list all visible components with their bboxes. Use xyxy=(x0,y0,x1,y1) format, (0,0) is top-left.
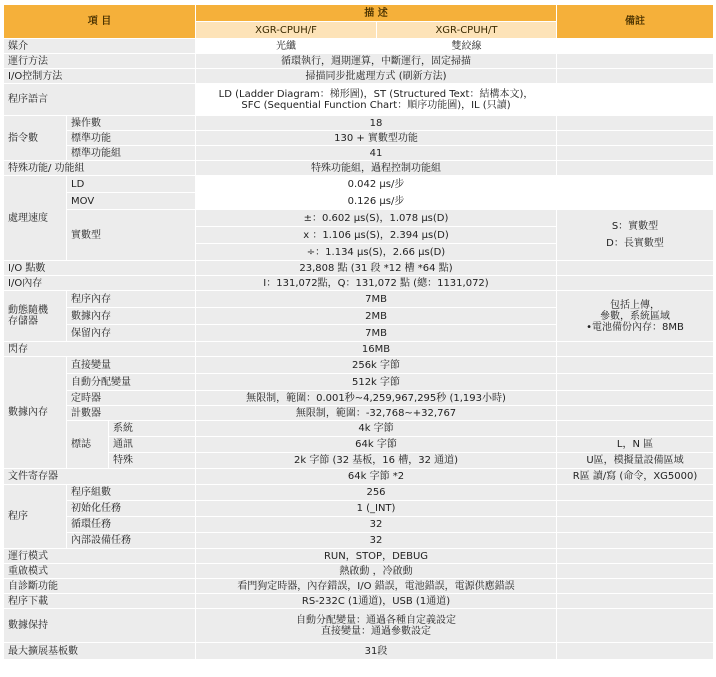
header-item: 項 目 xyxy=(4,5,196,39)
row-label-flash: 閃存 xyxy=(4,342,196,357)
remark-empty xyxy=(557,421,714,437)
prog-lang-line1: LD (Ladder Diagram：梯形圖)，ST (Structured Text：結構本文)， xyxy=(218,88,534,100)
speed-remark xyxy=(557,210,714,261)
datamem-direct-label: 直接變量 xyxy=(67,357,196,374)
program-init-label: 初始化任務 xyxy=(67,501,196,517)
dram-remark-line1: 包括上傳， xyxy=(610,299,661,311)
remark-empty xyxy=(557,276,714,291)
dram-ret-value: 7MB xyxy=(196,325,557,342)
dram-remark-line2: 參數，系統區域 xyxy=(600,310,671,322)
remark-empty xyxy=(557,131,714,146)
row-label-speed: 處理速度 xyxy=(4,176,67,261)
remark-empty xyxy=(557,357,714,374)
datamem-flag-label: 標誌 xyxy=(67,421,109,469)
dram-ret-label: 保留內存 xyxy=(67,325,196,342)
row-label-medium: 媒介 xyxy=(4,39,196,54)
io-points-value: 23,808 點 (31 段 *12 槽 *64 點) xyxy=(196,261,557,276)
instr-std-label: 標準功能 xyxy=(67,131,196,146)
datamem-comm-label: 通訊 xyxy=(109,437,196,453)
speed-remark-d: D：長實數型 xyxy=(606,238,664,249)
file-reg-remark: R區 讀/寫 (命令，XG5000) xyxy=(557,469,714,485)
row-label-io-mem: I/O內存 xyxy=(4,276,196,291)
download-value: RS-232C (1通道)，USB (1通道) xyxy=(196,594,557,609)
max-base-value: 31段 xyxy=(196,643,557,660)
row-label-file-reg: 文件寄存器 xyxy=(4,469,196,485)
remark-empty xyxy=(557,176,714,193)
header-remarks: 備註 xyxy=(557,5,714,39)
instr-ops-value: 18 xyxy=(196,116,557,131)
medium-t-value: 雙絞線 xyxy=(377,39,557,54)
datamem-sys-label: 系統 xyxy=(109,421,196,437)
dram-prog-value: 7MB xyxy=(196,291,557,308)
program-int-value: 32 xyxy=(196,533,557,549)
row-label-run-method: 運行方法 xyxy=(4,54,196,69)
dram-label-line1: 動態隨機 xyxy=(8,305,48,316)
row-label-io-points: I/O 點數 xyxy=(4,261,196,276)
io-control-value: 掃描同步批處理方式 (刷新方法) xyxy=(196,69,557,84)
retention-value xyxy=(196,609,557,643)
row-label-diag: 自診斷功能 xyxy=(4,579,196,594)
flash-value: 16MB xyxy=(196,342,557,357)
datamem-comm-remark: L，N 區 xyxy=(557,437,714,453)
spec-table xyxy=(3,4,714,660)
remark-empty xyxy=(557,39,714,54)
medium-f-value: 光纖 xyxy=(196,39,377,54)
datamem-counter-label: 計數器 xyxy=(67,406,196,421)
dram-remark-line3: •電池備份內存：8MB xyxy=(586,321,684,333)
op-mode-value: RUN，STOP，DEBUG xyxy=(196,549,557,564)
remark-empty xyxy=(557,485,714,501)
remark-empty xyxy=(557,517,714,533)
speed-real-label: 實數型 xyxy=(67,210,196,261)
datamem-spec-remark: U區，模擬量設備區域 xyxy=(557,453,714,469)
retention-line2: 直接變量：通過參數設定 xyxy=(321,625,431,637)
datamem-timer-value: 無限制，範圍：0.001秒~4,259,967,295秒 (1,193小時) xyxy=(196,391,557,406)
row-label-max-base: 最大擴展基板數 xyxy=(4,643,196,660)
datamem-spec-value: 2k 字節 (32 基板，16 槽，32 通道) xyxy=(196,453,557,469)
datamem-auto-label: 自動分配變量 xyxy=(67,374,196,391)
prog-lang-value xyxy=(196,84,557,116)
program-blocks-value: 256 xyxy=(196,485,557,501)
datamem-auto-value: 512k 字節 xyxy=(196,374,557,391)
remark-empty xyxy=(557,564,714,579)
remark-empty xyxy=(557,406,714,421)
instr-blk-value: 41 xyxy=(196,146,557,161)
row-label-io-control: I/O控制方法 xyxy=(4,69,196,84)
remark-empty xyxy=(557,69,714,84)
speed-real-add: ±：0.602 μs(S)，1.078 μs(D) xyxy=(196,210,557,227)
row-label-datamem: 數據內存 xyxy=(4,357,67,469)
program-blocks-label: 程序組數 xyxy=(67,485,196,501)
restart-value: 熱啟動 ，冷啟動 xyxy=(196,564,557,579)
remark-empty xyxy=(557,84,714,116)
dram-data-label: 數據內存 xyxy=(67,308,196,325)
prog-lang-line2: SFC (Sequential Function Chart：順序功能圖)，IL (只讀) xyxy=(241,99,511,111)
file-reg-value: 64k 字節 *2 xyxy=(196,469,557,485)
row-label-program: 程序 xyxy=(4,485,67,549)
row-label-special: 特殊功能/ 功能組 xyxy=(4,161,196,176)
remark-empty xyxy=(557,501,714,517)
speed-ld-value: 0.042 μs/步 xyxy=(196,176,557,193)
remark-empty xyxy=(557,54,714,69)
remark-empty xyxy=(557,533,714,549)
special-value: 特殊功能組，過程控制功能組 xyxy=(196,161,557,176)
remark-empty xyxy=(557,374,714,391)
datamem-sys-value: 4k 字節 xyxy=(196,421,557,437)
row-label-dram xyxy=(4,291,67,342)
datamem-comm-value: 64k 字節 xyxy=(196,437,557,453)
remark-empty xyxy=(557,579,714,594)
row-label-retention: 數據保持 xyxy=(4,609,196,643)
remark-empty xyxy=(557,391,714,406)
datamem-direct-value: 256k 字節 xyxy=(196,357,557,374)
instr-ops-label: 操作數 xyxy=(67,116,196,131)
header-description: 描 述 xyxy=(196,5,557,22)
retention-line1: 自動分配變量：通過各種自定義設定 xyxy=(296,614,456,626)
speed-real-mul: x ：1.106 μs(S)，2.394 μs(D) xyxy=(196,227,557,244)
instr-std-value: 130 + 實數型功能 xyxy=(196,131,557,146)
program-int-label: 內部設備任務 xyxy=(67,533,196,549)
datamem-counter-value: 無限制，範圍：-32,768~+32,767 xyxy=(196,406,557,421)
program-cyc-value: 32 xyxy=(196,517,557,533)
row-label-op-mode: 運行模式 xyxy=(4,549,196,564)
remark-empty xyxy=(557,146,714,161)
dram-remark xyxy=(557,291,714,342)
header-model-t: XGR-CPUH/T xyxy=(377,22,557,39)
speed-mov-value: 0.126 μs/步 xyxy=(196,193,557,210)
datamem-timer-label: 定時器 xyxy=(67,391,196,406)
row-label-download: 程序下載 xyxy=(4,594,196,609)
remark-empty xyxy=(557,161,714,176)
run-method-value: 循環執行，週期運算，中斷運行，固定掃描 xyxy=(196,54,557,69)
row-label-restart: 重啟模式 xyxy=(4,564,196,579)
dram-label-line2: 存儲器 xyxy=(8,316,38,327)
dram-prog-label: 程序內存 xyxy=(67,291,196,308)
row-label-instr: 指令數 xyxy=(4,116,67,161)
speed-remark-s: S：實數型 xyxy=(611,221,659,232)
dram-data-value: 2MB xyxy=(196,308,557,325)
remark-empty xyxy=(557,342,714,357)
instr-blk-label: 標準功能組 xyxy=(67,146,196,161)
speed-ld-label: LD xyxy=(67,176,196,193)
remark-empty xyxy=(557,193,714,210)
row-label-prog-lang: 程序語言 xyxy=(4,84,196,116)
diag-value: 看門狗定時器，內存錯誤，I/O 錯誤，電池錯誤，電源供應錯誤 xyxy=(196,579,557,594)
program-cyc-label: 循環任務 xyxy=(67,517,196,533)
remark-empty xyxy=(557,549,714,564)
datamem-spec-label: 特殊 xyxy=(109,453,196,469)
remark-empty xyxy=(557,609,714,643)
remark-empty xyxy=(557,594,714,609)
remark-empty xyxy=(557,261,714,276)
io-mem-value: I：131,072點，Q：131,072 點 (總：1131,072) xyxy=(196,276,557,291)
remark-empty xyxy=(557,116,714,131)
remark-empty xyxy=(557,643,714,660)
speed-mov-label: MOV xyxy=(67,193,196,210)
header-model-f: XGR-CPUH/F xyxy=(196,22,377,39)
speed-real-div: ÷：1.134 μs(S)，2.66 μs(D) xyxy=(196,244,557,261)
program-init-value: 1 (_INT) xyxy=(196,501,557,517)
